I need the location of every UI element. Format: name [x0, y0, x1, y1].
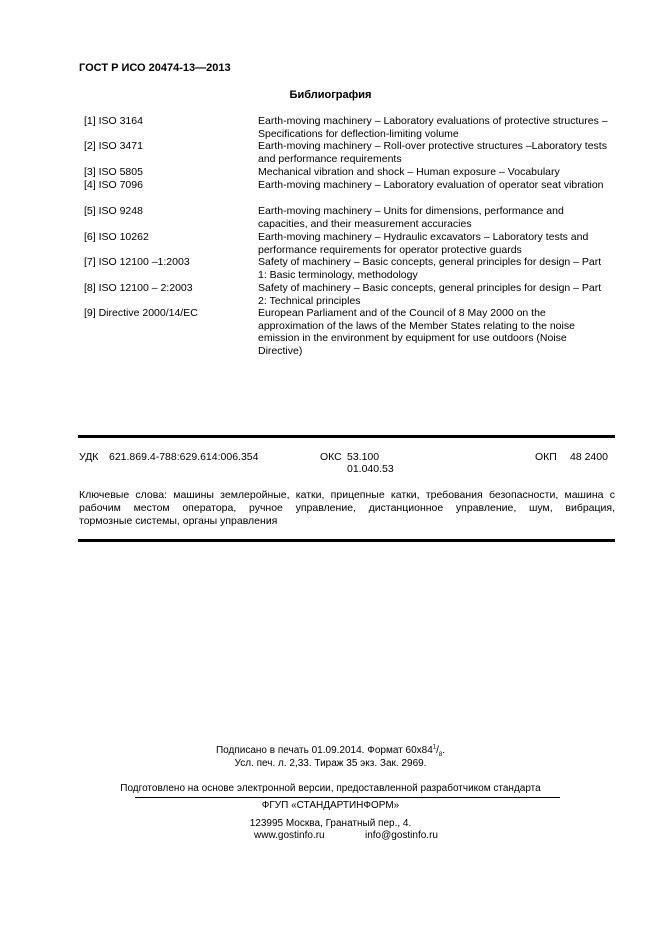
imprint-divider: [135, 797, 560, 798]
ref-text: Safety of machinery – Basic concepts, general principles for design – Part 2: Technical principles: [258, 282, 602, 307]
ref-text: Mechanical vibration and shock – Human exposure – Vocabulary: [258, 166, 560, 178]
signed-info: Подписано в печать 01.09.2014. Формат $60x84^1/_8$.: [215, 744, 446, 758]
divider-top: [78, 435, 615, 438]
prepared-note: Подготовлено на основе электронной версии, предоставленной разработчиком стандарта: [120, 783, 541, 794]
website-link[interactable]: www.gostinfo.ru: [254, 830, 325, 841]
ref-number: [4] ISO 7096: [84, 179, 143, 191]
ref-number: [7] ISO 12100 –1:2003: [84, 256, 190, 268]
email-link[interactable]: info@gostinfo.ru: [365, 830, 438, 841]
bibliography-title: Библиография: [289, 89, 372, 101]
ref-number: [5] ISO 9248: [84, 205, 143, 217]
ref-text: Earth-moving machinery – Units for dimensions, performance and capacities, and their measurement accuracies: [258, 205, 564, 230]
ref-text: Earth-moving machinery – Laboratory evaluations of protective structures – Specifications for deflection-limiting volume: [258, 115, 608, 140]
oks-value-2: 01.040.53: [347, 463, 394, 475]
keywords-line: тормозные системы, органы управления: [79, 515, 278, 527]
ref-number: [2] ISO 3471: [84, 140, 143, 152]
format-numerator: 1: [432, 744, 437, 751]
document-header: ГОСТ Р ИСО 20474-13—2013: [79, 62, 231, 74]
keywords-line: Ключевые слова: машины землеройные, катки, прицепные катки, требования безопасности, машина с: [79, 489, 615, 501]
ref-number: [6] ISO 10262: [84, 231, 149, 243]
okp-label: ОКП: [535, 451, 557, 463]
divider-bottom: [78, 539, 615, 542]
signed-text: Подписано в печать 01.09.2014. Формат 60x84: [215, 745, 433, 756]
ref-text: Earth-moving machinery – Hydraulic excavators – Laboratory tests and performance requirements for operator protective guards: [258, 231, 589, 256]
ref-number: [9] Directive 2000/14/EC: [84, 307, 198, 319]
ref-text: European Parliament and of the Council of 8 May 2000 on the approximation of the laws of the Member States relating to the noise emission in the environment by equipment for use outdoors (Noise Directive): [258, 307, 575, 357]
ref-number: [8] ISO 12100 – 2:2003: [84, 282, 193, 294]
udk-value: 621.869.4-788:629.614:006.354: [109, 451, 259, 463]
udk-label: УДК: [79, 451, 99, 463]
print-info: Усл. печ. л. 2,33. Тираж 35 экз. Зак. 2969.: [234, 758, 427, 769]
address: 123995 Москва, Гранатный пер., 4.: [249, 818, 412, 829]
format-denominator: 8: [438, 752, 443, 758]
keywords: [79, 489, 615, 528]
ref-text: Earth-moving machinery – Laboratory evaluation of operator seat vibration: [258, 179, 604, 191]
ref-number: [1] ISO 3164: [84, 115, 143, 127]
ref-number: [3] ISO 5805: [84, 166, 143, 178]
signed-suffix: .: [442, 745, 446, 756]
okp-value: 48 2400: [570, 451, 608, 463]
oks-label: ОКС: [320, 451, 342, 463]
keywords-line: рабочим местом оператора, ручное управление, дистанционное управление, шум, вибрация,: [79, 502, 615, 514]
oks-value: 53.100: [347, 451, 380, 463]
ref-text: Earth-moving machinery – Roll-over protective structures –Laboratory tests and performance requirements: [258, 140, 607, 165]
ref-text: Safety of machinery – Basic concepts, general principles for design – Part 1: Basic terminology, methodology: [258, 256, 602, 281]
publisher: ФГУП «СТАНДАРТИНФОРМ»: [261, 800, 400, 811]
